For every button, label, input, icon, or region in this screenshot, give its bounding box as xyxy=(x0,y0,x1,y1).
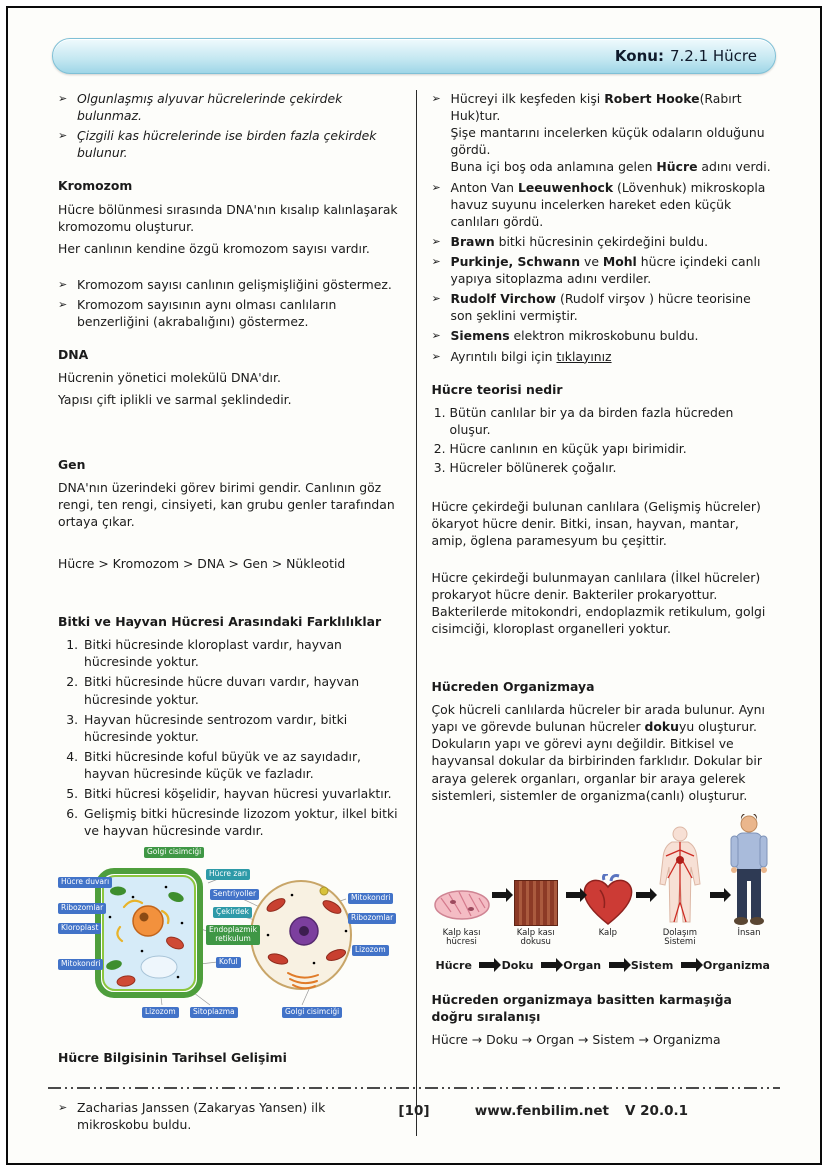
list-item xyxy=(432,348,775,365)
bullet-arrow-icon: ➢ xyxy=(58,92,68,105)
theory-list xyxy=(432,404,775,476)
bullet-arrow-icon: ➢ xyxy=(431,254,441,268)
cell-comparison-figure xyxy=(58,847,392,1023)
figure-images-row xyxy=(432,814,775,950)
lysosome-left-label: Lizozom xyxy=(142,1007,179,1018)
arrow-icon xyxy=(541,962,556,968)
cell-to-organism-figure xyxy=(432,814,775,973)
topic-header xyxy=(52,38,776,74)
bullet-arrow-icon: ➢ xyxy=(58,277,68,291)
bullet-text xyxy=(451,90,775,176)
figure-item-heart xyxy=(580,874,636,950)
bullet-text: Kromozom sayısının aynı olması canlıların benzerliğini (akrabalığını) göstermez. xyxy=(77,296,337,330)
golgi-plant-label: Golgi cisimciği xyxy=(144,847,204,858)
bullet-text: Kromozom sayısı canlının gelişmişliğini göstermez. xyxy=(77,276,392,292)
muscle-cell-illustration xyxy=(433,884,491,926)
lysosome-right-label: Lizozom xyxy=(352,945,389,956)
bullet-text: Brawn bitki hücresinin çekirdeğini buldu. xyxy=(450,233,709,249)
arrow-icon xyxy=(636,892,650,898)
section-heading-summary: Hücreden organizmaya basitten karmaşığa doğru sıralanışı xyxy=(431,991,732,1024)
difference-item: 4. Bitki hücresinde koful büyük ve az sayıdadır, hayvan hücresinde küçük ve fazladır. xyxy=(82,748,401,782)
flow-word: Doku xyxy=(501,958,534,972)
bullet-arrow-icon: ➢ xyxy=(58,297,68,311)
bullet-arrow-icon: ➢ xyxy=(431,329,441,343)
eukaryote-paragraph: Hücre çekirdeği bulunan canlılara (Gelişmiş hücreler) ökaryot hücre denir. Bitki, insan, hayvan, mantar, amip, öglena paramesyum bu çeşittir. xyxy=(431,499,761,549)
arrow-icon xyxy=(492,892,506,898)
section-heading-differences: Bitki ve Hayvan Hücresi Arasındaki Farklılıklar xyxy=(58,614,382,630)
paragraph: DNA'nın üzerindeki görev birimi gendir. Canlının göz rengi, ten rengi, cinsiyeti, kan grubu genler tarafından ortaya çıkar. xyxy=(58,479,395,529)
list-item xyxy=(432,233,775,250)
organism-paragraph: Çok hücreli canlılarda hücreler bir arada bulunur. Aynı yapı ve görevde bulunan hücreler dokuyu oluşturur. Dokuların yapı ve görevi aynı değildir. Bitkisel ve hayvansal dokular da birbirinden farklıdır. Dokular bir araya gelerek organları, organlar bir araya gelerek sistemleri, sistemler de organizma(canlı) oluşturur. xyxy=(431,702,765,803)
flow-word: Organizma xyxy=(703,958,770,972)
vacuole-label: Koful xyxy=(216,957,241,968)
bullet-text: Siemens elektron mikroskobunu buldu. xyxy=(450,328,699,344)
list-item xyxy=(432,290,775,324)
topic-title: 7.2.1 Hücre xyxy=(669,47,757,65)
site-url: www.fenbilim.net xyxy=(474,1103,610,1119)
figure-item-muscle-cell xyxy=(432,884,492,950)
topic-label: Konu: xyxy=(614,47,664,65)
figure-label: Kalp kası hücresi xyxy=(442,927,481,948)
bullet-text xyxy=(451,348,775,365)
section-heading-kromozom: Kromozom xyxy=(58,178,133,194)
figure-item-circulatory-system xyxy=(650,826,710,950)
figure-item-human xyxy=(724,814,774,950)
mitochondria-left-label: Mitokondri xyxy=(58,959,103,970)
bullet-arrow-icon: ➢ xyxy=(58,129,68,143)
er-label: Endoplazmik retikulum xyxy=(206,925,260,944)
differences-list xyxy=(58,636,401,839)
animal-cell-illustration xyxy=(251,881,351,989)
paragraph: Yapısı çift iplikli ve sarmal şeklindedir. xyxy=(58,392,292,408)
flow-words-row xyxy=(432,958,775,973)
circulatory-system-illustration xyxy=(658,826,702,926)
centrioles-label: Sentriyoller xyxy=(210,889,259,900)
difference-item: 6. Gelişmiş bitki hücresinde lizozom yoktur, ilkel bitki ve hayvan hücresinde vardır. xyxy=(82,805,401,839)
text-line: Buna içi boş oda anlamına gelen Hücre adını verdi. xyxy=(450,159,771,175)
figure-label: Dolaşım Sistemi xyxy=(662,927,698,948)
section-heading-dna: DNA xyxy=(58,347,89,363)
heart-illustration xyxy=(580,874,636,926)
bullet-arrow-icon: ➢ xyxy=(431,234,441,248)
list-item xyxy=(432,253,775,287)
section-heading-history: Hücre Bilgisinin Tarihsel Gelişimi xyxy=(58,1050,287,1066)
figure-item-muscle-tissue xyxy=(506,880,566,950)
flow-word: Hücre xyxy=(435,958,472,972)
bullet-arrow-icon: ➢ xyxy=(431,292,441,306)
theory-item: 1. Bütün canlılar bir ya da birden fazla hücreden oluşur. xyxy=(450,404,775,438)
section-heading-theory: Hücre teorisi nedir xyxy=(431,381,563,397)
figure-label: Kalp kası dokusu xyxy=(516,927,555,948)
footer xyxy=(8,1103,820,1121)
bullet-text: Zacharias Janssen (Zakaryas Yansen) ilk mikroskobu buldu. xyxy=(77,1099,326,1132)
flow-word: Sistem xyxy=(630,958,674,972)
bullet-arrow-icon: ➢ xyxy=(431,92,441,105)
figure-label: Kalp xyxy=(598,927,617,938)
content-columns xyxy=(8,86,820,1136)
paragraph: Hücre bölünmesi sırasında DNA'nın kısalıp kalınlaşarak kromozomu oluşturur. xyxy=(58,201,398,234)
bullet-arrow-icon: ➢ xyxy=(58,1100,68,1114)
list-item xyxy=(58,127,401,161)
details-link[interactable]: tıklayınız xyxy=(556,348,612,364)
figure-label: İnsan xyxy=(737,927,761,938)
theory-item: 3. Hücreler bölünerek çoğalır. xyxy=(450,459,775,476)
list-item xyxy=(58,90,401,124)
difference-item: 3. Hayvan hücresinde sentrozom vardır, bitki hücresinde yoktur. xyxy=(82,711,401,745)
footer-divider xyxy=(48,1087,780,1089)
cytoplasm-label: Sitoplazma xyxy=(190,1007,238,1018)
difference-item: 1. Bitki hücresinde kloroplast vardır, hayvan hücresinde yoktur. xyxy=(82,636,401,670)
right-column xyxy=(417,90,775,1136)
bullet-text: Anton Van Leeuwenhock (Lövenhuk) mikroskopla havuz suyunu incelerken hareket eden küçük canlıları gördü. xyxy=(450,179,766,229)
golgi-animal-label: Golgi cisimciği xyxy=(282,1007,342,1018)
prokaryote-paragraph: Hücre çekirdeği bulunmayan canlılara (İlkel hücreler) prokaryot hücre denir. Bakteriler prokaryottur. Bakterilerde mitokondri, endoplazmik retikulum, golgi cisimciği, kloroplast organelleri yoktur. xyxy=(431,569,766,636)
membrane-label: Hücre zarı xyxy=(206,869,250,880)
human-illustration xyxy=(724,814,774,926)
bullet-text: Olgunlaşmış alyuvar hücrelerinde çekirdek bulunmaz. xyxy=(77,91,343,124)
bullet-arrow-icon: ➢ xyxy=(431,180,441,194)
left-column xyxy=(58,90,416,1136)
list-item xyxy=(58,296,401,330)
muscle-tissue-illustration xyxy=(514,880,558,926)
nucleus-label: Çekirdek xyxy=(213,907,252,918)
bullet-text: Purkinje, Schwann ve Mohl hücre içindeki canlı yapıya sitoplazma adını verdiler. xyxy=(450,253,761,287)
paragraph: Her canlının kendine özgü kromozom sayısı vardır. xyxy=(58,240,370,256)
paragraph: Hücrenin yönetici molekülü DNA'dır. xyxy=(58,370,281,386)
site-credit xyxy=(475,1103,688,1119)
list-item xyxy=(432,90,775,176)
arrow-icon xyxy=(681,962,696,968)
plant-cell-illustration xyxy=(98,871,200,995)
mitochondria-right-label: Mitokondri xyxy=(348,893,393,904)
list-item xyxy=(432,327,775,344)
hierarchy-line: Hücre > Kromozom > DNA > Gen > Nükleotid xyxy=(58,555,346,571)
section-heading-organism: Hücreden Organizmaya xyxy=(431,678,595,694)
document-page xyxy=(6,6,822,1165)
ribosomes-left-label: Ribozomlar xyxy=(58,903,106,914)
theory-item: 2. Hücre canlının en küçük yapı birimidir. xyxy=(450,440,775,457)
text-line: Şişe mantarını incelerken küçük odaların olduğunu gördü. xyxy=(450,125,765,158)
chloroplast-label: Kloroplast xyxy=(58,923,101,934)
difference-item: 5. Bitki hücresi köşelidir, hayvan hücresi yuvarlaktır. xyxy=(82,785,401,802)
cell-wall-label: Hücre duvarı xyxy=(58,877,112,888)
arrow-icon xyxy=(710,892,724,898)
bullet-text: Çizgili kas hücrelerinde ise birden fazla çekirdek bulunur. xyxy=(77,128,377,161)
ribosomes-right-label: Ribozomlar xyxy=(348,913,396,924)
section-heading-gen: Gen xyxy=(58,456,86,472)
arrow-icon xyxy=(479,962,494,968)
link-prefix: Ayrıntılı bilgi için xyxy=(450,348,557,364)
page-number: [10] xyxy=(398,1103,430,1119)
list-item xyxy=(432,179,775,230)
bullet-text: Rudolf Virchow (Rudolf virşov ) hücre teorisine son şeklini vermiştir. xyxy=(450,291,751,324)
text-line: Hücreyi ilk keşfeden kişi Robert Hooke(Rabırt Huk)tur. xyxy=(450,91,742,124)
difference-item: 2. Bitki hücresinde hücre duvarı vardır, hayvan hücresinde yoktur. xyxy=(82,673,401,707)
bullet-arrow-icon: ➢ xyxy=(431,349,441,363)
arrow-icon xyxy=(566,892,580,898)
version-text: V 20.0.1 xyxy=(625,1103,688,1119)
arrow-icon xyxy=(609,962,624,968)
list-item xyxy=(58,276,401,293)
flow-word: Organ xyxy=(563,958,602,972)
summary-line: Hücre → Doku → Organ → Sistem → Organizma xyxy=(431,1032,721,1048)
